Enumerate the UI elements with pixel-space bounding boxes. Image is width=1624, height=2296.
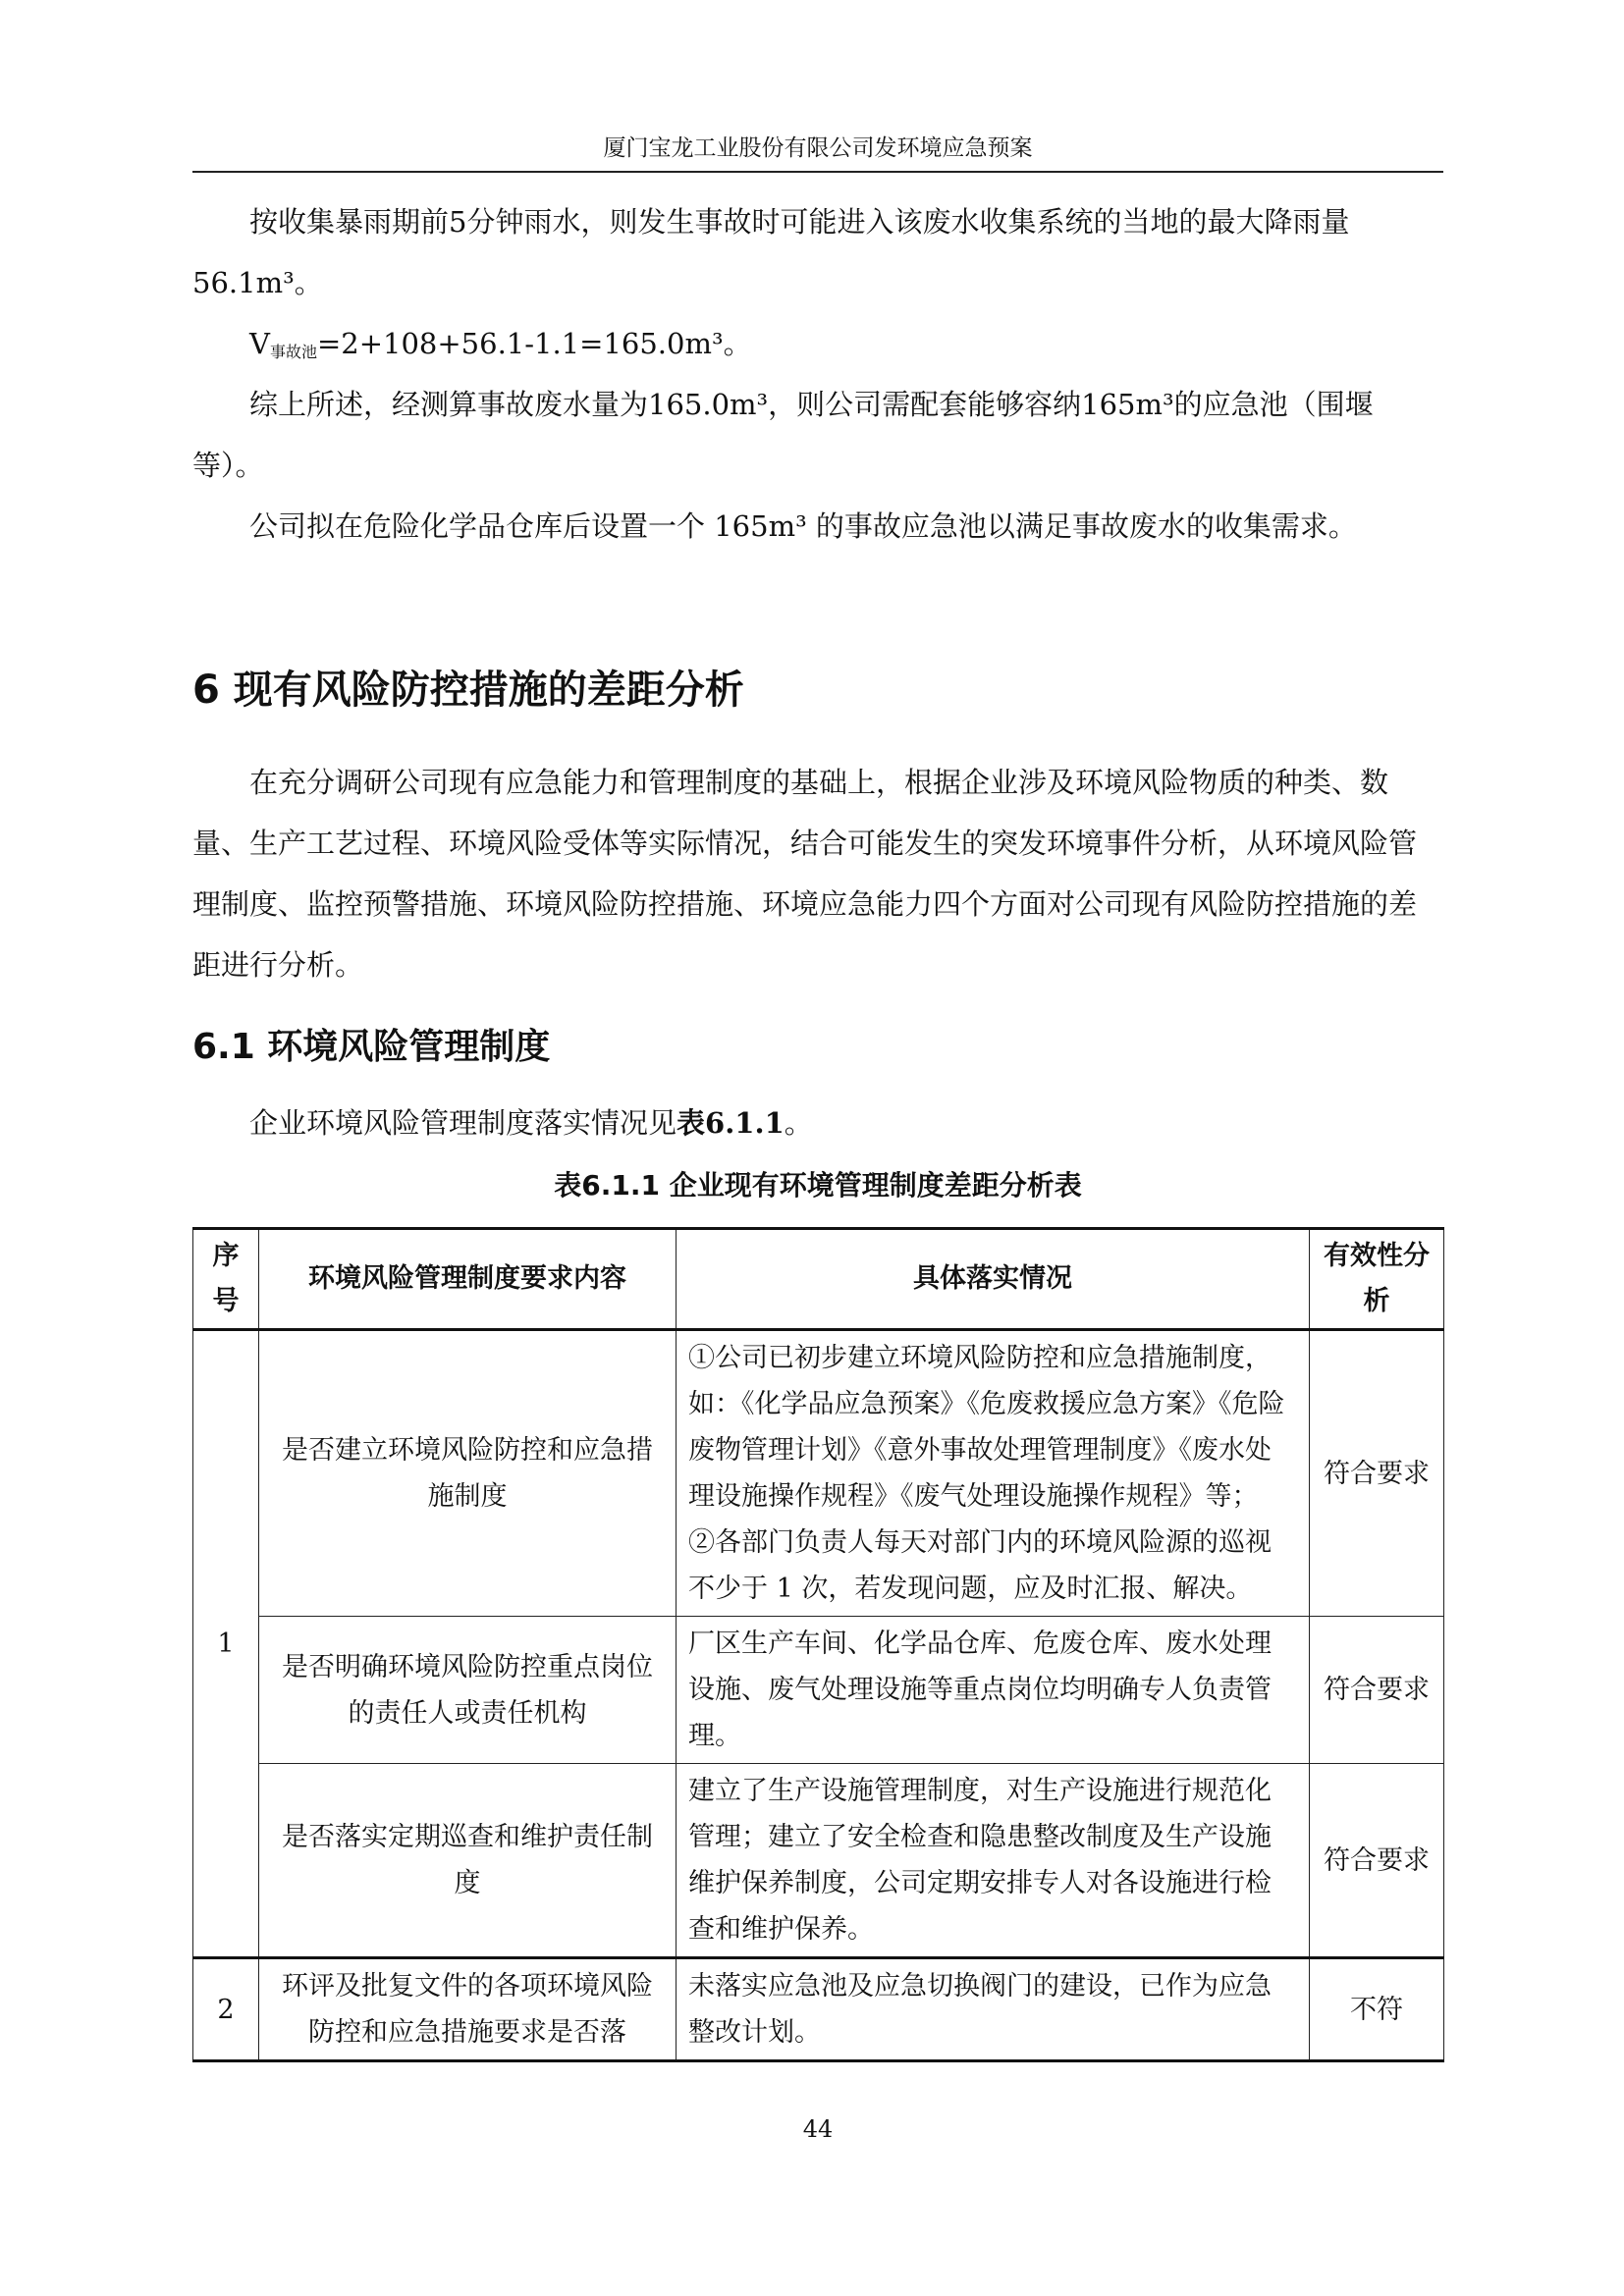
table-caption: 表6.1.1 企业现有环境管理制度差距分析表	[554, 1169, 1082, 1201]
requirement-cell: 是否落实定期巡查和维护责任制度	[259, 1764, 677, 1958]
page-header: 厦门宝龙工业股份有限公司发环境应急预案	[192, 126, 1443, 173]
table-reference: 表6.1.1	[677, 1106, 785, 1140]
table-row	[193, 1958, 1444, 2061]
requirement-cell: 是否明确环境风险防控重点岗位的责任人或责任机构	[259, 1617, 677, 1764]
section-6-intro: 在充分调研公司现有应急能力和管理制度的基础上，根据企业涉及环境风险物质的种类、数量、生产工艺过程、环境风险受体等实际情况，结合可能发生的突发环境事件分析，从环境风险管理制度、监控预警措施、环境风险防控措施、环境应急能力四个方面对公司现有风险防控措施的差距进行分析。	[192, 766, 1418, 982]
table-row	[193, 1764, 1444, 1958]
implementation-cell: 厂区生产车间、化学品仓库、危废仓库、废水处理设施、废气处理设施等重点岗位均明确专人负责管理。	[677, 1617, 1310, 1764]
effectiveness-cell: 符合要求	[1310, 1330, 1444, 1617]
effectiveness-cell: 符合要求	[1310, 1764, 1444, 1958]
intro-text: 企业环境风险管理制度落实情况见	[249, 1106, 677, 1140]
requirement-cell: 环评及批复文件的各项环境风险防控和应急措施要求是否落	[259, 1958, 677, 2061]
serial-cell: 1	[193, 1330, 259, 1958]
table-row	[193, 1617, 1444, 1764]
implementation-cell: 未落实应急池及应急切换阀门的建设，已作为应急整改计划。	[677, 1958, 1310, 2061]
paragraph-summary: 综上所述，经测算事故废水量为165.0m³，则公司需配套能够容纳165m³的应急池（围堰等）。	[192, 388, 1374, 482]
formula-expression: =2+108+56.1-1.1=165.0m³。	[316, 327, 752, 360]
formula-variable: V	[249, 327, 270, 360]
header-serial: 序号	[193, 1229, 259, 1330]
section-6-1-title: 6.1 环境风险管理制度	[192, 1027, 551, 1067]
implementation-cell: 建立了生产设施管理制度，对生产设施进行规范化管理；建立了安全检查和隐患整改制度及生产设施维护保养制度，公司定期安排专人对各设施进行检查和维护保养。	[677, 1764, 1310, 1958]
formula-subscript: 事故池	[269, 343, 317, 361]
implementation-item: ①公司已初步建立环境风险防控和应急措施制度，如：《化学品应急预案》《危废救援应急方案》《危险废物管理计划》《意外事故处理管理制度》《废水处理设施操作规程》《废气处理设施操作规程》等；	[688, 1343, 1285, 1512]
section-6-title: 6 现有风险防控措施的差距分析	[192, 667, 744, 713]
paragraph-rainfall: 按收集暴雨期前5分钟雨水，则发生事故时可能进入该废水收集系统的当地的最大降雨量56.1m³。	[192, 205, 1350, 299]
table-row	[193, 1330, 1444, 1617]
table-header-row	[193, 1229, 1444, 1330]
section-6-1-intro	[192, 1093, 1443, 1153]
header-requirement: 环境风险管理制度要求内容	[259, 1229, 677, 1330]
effectiveness-cell: 不符	[1310, 1958, 1444, 2061]
header-effectiveness: 有效性分析	[1310, 1229, 1444, 1330]
serial-cell: 2	[193, 1958, 259, 2061]
implementation-cell	[677, 1330, 1310, 1617]
paragraph-plan: 公司拟在危险化学品仓库后设置一个 165m³ 的事故应急池以满足事故废水的收集需求。	[249, 509, 1357, 543]
page-number: 44	[802, 2115, 834, 2143]
requirement-cell: 是否建立环境风险防控和应急措施制度	[259, 1330, 677, 1617]
implementation-item: ②各部门负责人每天对部门内的环境风险源的巡视不少于 1 次，若发现问题，应及时汇报、解决。	[688, 1527, 1272, 1604]
effectiveness-cell: 符合要求	[1310, 1617, 1444, 1764]
header-implementation: 具体落实情况	[677, 1229, 1310, 1330]
intro-punct: 。	[784, 1106, 813, 1140]
paragraph-formula	[192, 313, 1443, 383]
gap-analysis-table	[192, 1227, 1444, 2062]
